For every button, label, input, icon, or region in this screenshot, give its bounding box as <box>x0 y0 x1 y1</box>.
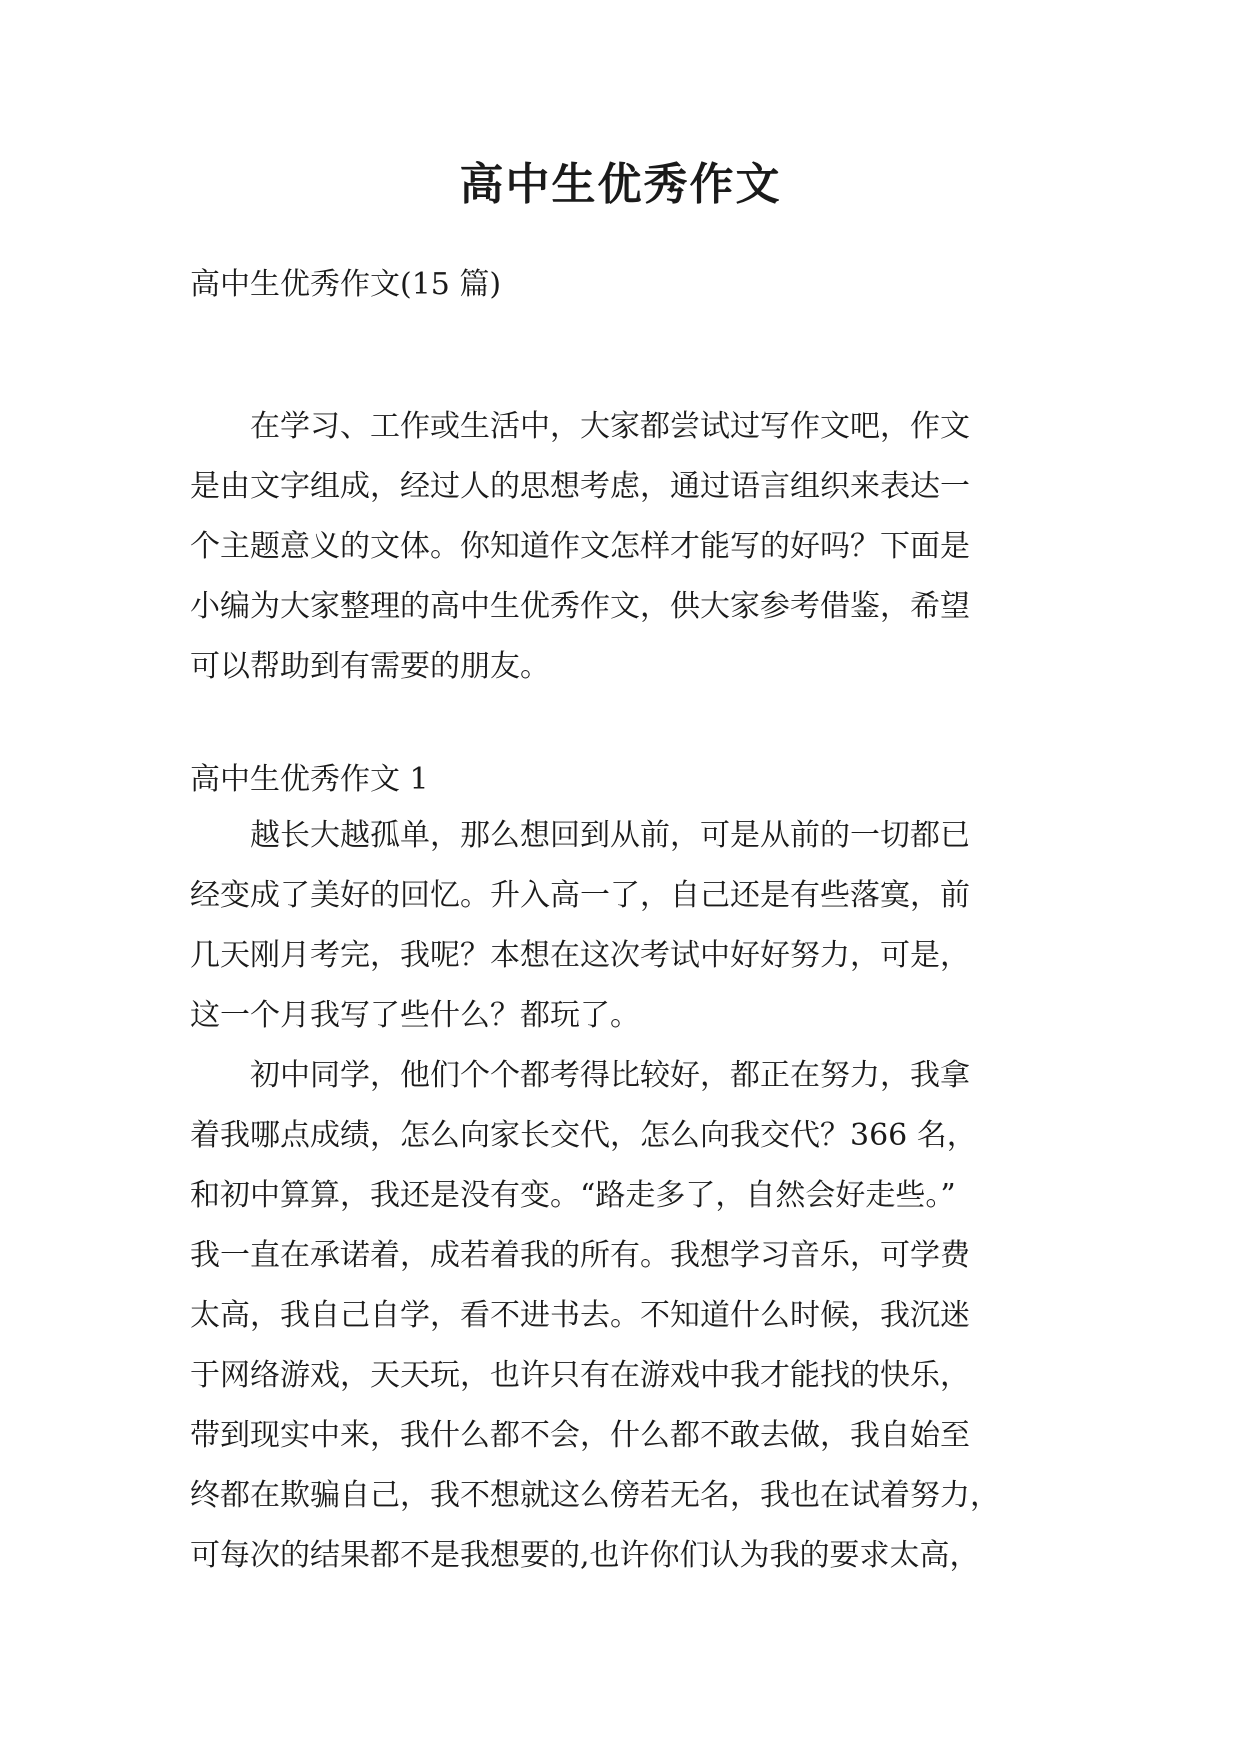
body-line: 越长大越孤单，那么想回到从前，可是从前的一切都已 <box>190 818 970 853</box>
body-line: 这一个月我写了些什么？都玩了。 <box>190 998 640 1033</box>
body-line: 和初中算算，我还是没有变。“路走多了，自然会好走些。” <box>190 1178 956 1213</box>
body-line: 经变成了美好的回忆。升入高一了，自己还是有些落寞，前 <box>190 878 970 913</box>
body-line: 太高，我自己自学，看不进书去。不知道什么时候，我沉迷 <box>190 1298 970 1333</box>
body-line: 于网络游戏，天天玩，也许只有在游戏中我才能找的快乐， <box>190 1358 970 1393</box>
section-heading: 高中生优秀作文 1 <box>190 762 429 797</box>
intro-line: 小编为大家整理的高中生优秀作文，供大家参考借鉴，希望 <box>190 589 970 624</box>
intro-line: 个主题意义的文体。你知道作文怎样才能写的好吗？下面是 <box>190 529 970 564</box>
intro-paragraph <box>190 397 1070 697</box>
body-line: 初中同学，他们个个都考得比较好，都正在努力，我拿 <box>190 1058 970 1093</box>
intro-line: 可以帮助到有需要的朋友。 <box>190 649 550 684</box>
body-line: 几天刚月考完，我呢？本想在这次考试中好好努力，可是， <box>190 938 970 973</box>
body-line: 带到现实中来，我什么都不会，什么都不敢去做，我自始至 <box>190 1418 970 1453</box>
document-title: 高中生优秀作文 <box>459 159 782 210</box>
body-line: 着我哪点成绩，怎么向家长交代，怎么向我交代？366 名， <box>190 1118 977 1153</box>
intro-line: 在学习、工作或生活中，大家都尝试过写作文吧，作文 <box>190 409 970 444</box>
section-body <box>190 806 1070 1586</box>
body-line: 可每次的结果都不是我想要的,也许你们认为我的要求太高， <box>190 1538 980 1573</box>
body-line: 我一直在承诺着，成若着我的所有。我想学习音乐，可学费 <box>190 1238 970 1273</box>
body-line: 终都在欺骗自己，我不想就这么傍若无名，我也在试着努力， <box>190 1478 1000 1513</box>
document-subtitle: 高中生优秀作文(15 篇) <box>190 267 502 302</box>
intro-line: 是由文字组成，经过人的思想考虑，通过语言组织来表达一 <box>190 469 970 504</box>
